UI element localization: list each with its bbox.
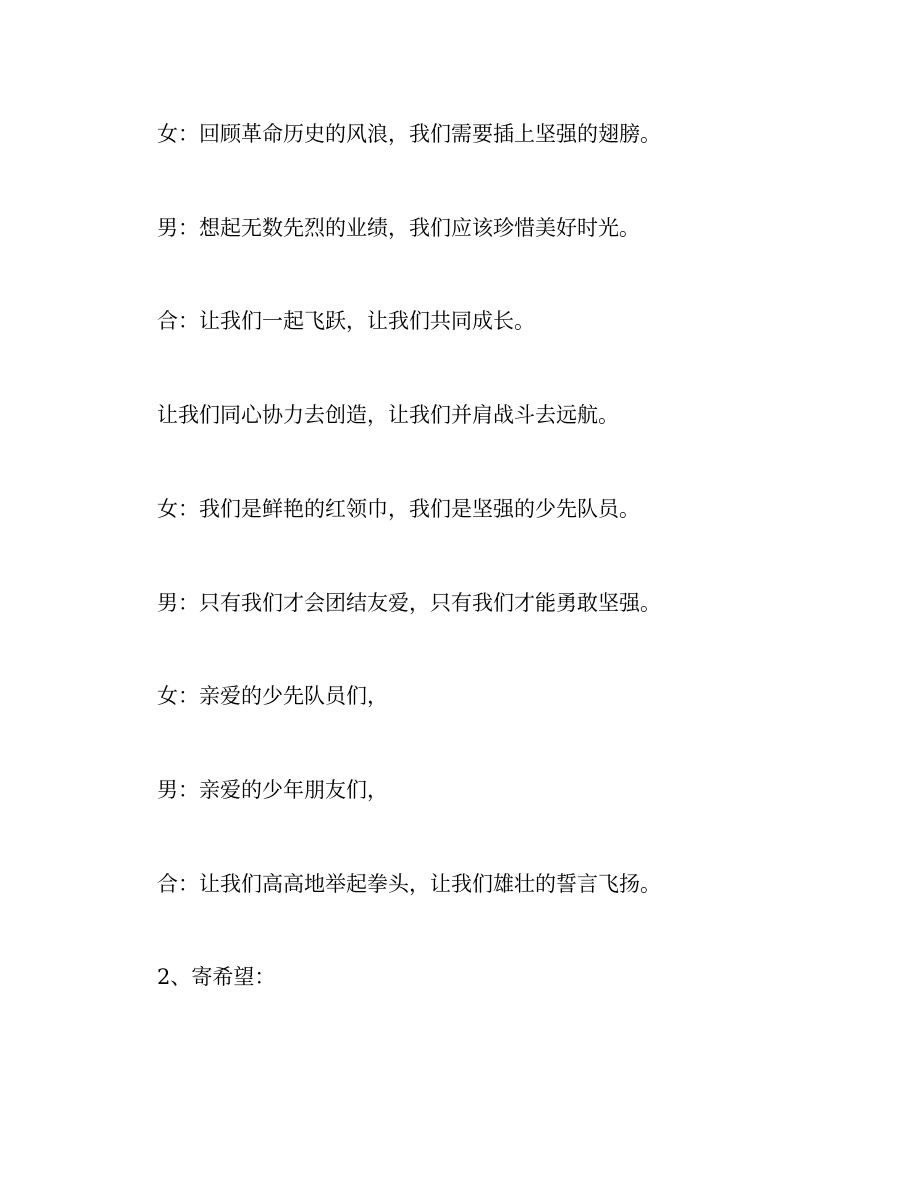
text-line: 男：只有我们才会团结友爱，只有我们才能勇敢坚强。 (157, 591, 661, 615)
text-line: 女：我们是鲜艳的红领巾，我们是坚强的少先队员。 (157, 497, 640, 521)
section-heading: 2、寄希望： (157, 965, 276, 989)
text-line: 女：亲爱的少先队员们， (157, 684, 388, 708)
text-line: 合：让我们一起飞跃，让我们共同成长。 (157, 309, 535, 333)
text-line: 让我们同心协力去创造，让我们并肩战斗去远航。 (157, 403, 619, 427)
text-line: 男：亲爱的少年朋友们， (157, 778, 388, 802)
text-line: 男：想起无数先烈的业绩，我们应该珍惜美好时光。 (157, 216, 640, 240)
text-line: 合：让我们高高地举起拳头，让我们雄壮的誓言飞扬。 (157, 872, 661, 896)
text-line: 女：回顾革命历史的风浪，我们需要插上坚强的翅膀。 (157, 122, 661, 146)
